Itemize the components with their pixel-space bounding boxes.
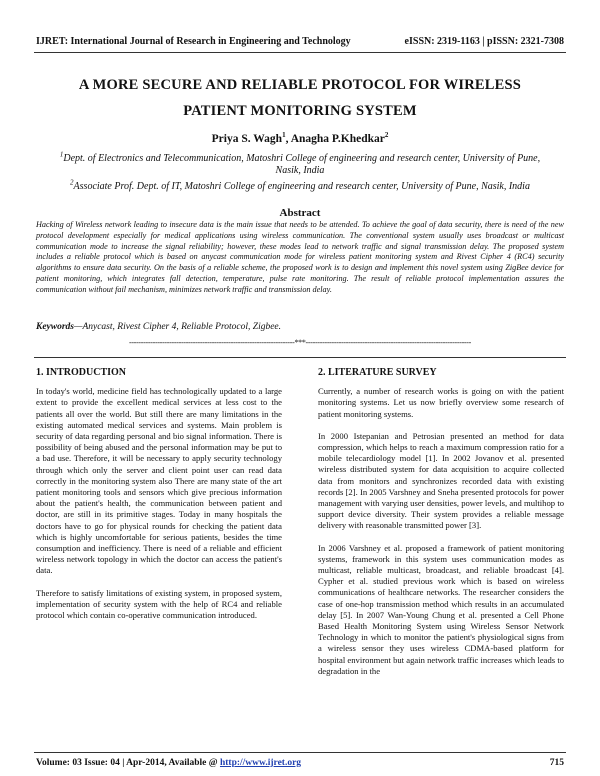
affil-1-line-1: Dept. of Electronics and Telecommunication, Matoshri College of engineering and research center, University of Pune, (63, 153, 541, 164)
header-rule (34, 52, 566, 53)
journal-header (36, 36, 564, 47)
authors (0, 133, 600, 145)
intro-paragraph-2: Therefore to satisfy limitations of existing system, in proposed system, implementation of security system with the help of RC4 and reliable protocol which contain co-operative communication introduced. (36, 587, 282, 621)
author-2: Anagha P.Khedkar (290, 133, 385, 145)
author-1: Priya S. Wagh (211, 133, 283, 145)
title-line-1: A MORE SECURE AND RELIABLE PROTOCOL FOR WIRELESS (78, 77, 522, 93)
footer-rule (34, 752, 566, 753)
keywords-text: —Anycast, Rivest Cipher 4, Reliable Protocol, Zigbee. (74, 322, 282, 332)
affil-2-sup: 2 (70, 178, 74, 187)
author-separator: , (285, 133, 291, 145)
paper-title (40, 72, 560, 124)
lit-paragraph-3: In 2006 Varshney et al. proposed a framework of patient monitoring systems, framework in this system uses communication modes as multicast, reliable multicast, broadcast, and reliable broadcast [4]. Cypher et al. studied previous work which is based on wireless communications of healthcare networks. The researcher considers the case of one-hop transmission method which results in an accumulated delay [5]. In 2007 Wan-Young Chung et al. presented a Cell Phone Based Health Monitoring System using Wireless Sensor Network Technology in which to monitor the patient's physiological signs from a wireless sensor they uses wireless CDMA-based platform for hospital environment but again network traffic increases which leads to degradation in the (318, 542, 564, 676)
lit-paragraph-2: In 2000 Istepanian and Petrosian presented an method for data compression, which helps to reach a maximum compression ratio for a mobile telecardiology model [1]. In 2002 Jovanov et al. presented wireless distributed system for data acquisition to acquire collected data from monitors and synchronizes recorded data with existing records [2]. In 2005 Varshney and Sneha presented protocols for power management with varying user densities, power levels, and multihop to support device diversity. Their system provides a reliable message delivery with reasonable transmitted power [3]. (318, 430, 564, 531)
introduction-heading: 1. INTRODUCTION (36, 367, 127, 378)
lit-paragraph-1: Currently, a number of research works is going on with the patient monitoring systems. Let us now briefly overview some research of patient monitoring systems. (318, 386, 564, 419)
affil-2-text: Associate Prof. Dept. of IT, Matoshri College of engineering and research center, University of Pune, Nasik, India (73, 181, 530, 192)
abstract-heading: Abstract (279, 207, 321, 219)
page-footer (36, 758, 564, 768)
affil-1-sup: 1 (59, 150, 64, 159)
affil-1-line-2: Nasik, India (275, 165, 325, 176)
section-separator: ----------------------------------------------------------------------***---------------------------------------------------------------------- (128, 338, 472, 347)
keywords-label: Keywords (36, 322, 74, 332)
affiliation-2 (40, 178, 560, 193)
left-column (36, 367, 282, 632)
separator-rule (34, 357, 566, 358)
abstract-text: Hacking of Wireless network leading to insecure data is the main issue that needs to be attended. To achieve the goal of data security, there is need of the new protocol development especially for medical applications using wireless communication. The conventional system usually uses broadcast or multicast communication mode to increase the signal reliability; however, these modes lead to network traffic and signal transmission delay. The proposed system includes a reliable protocol which is based on anycast communication mode for wireless patient monitoring system and Rivest Cipher 4 (RC4) security algorithms to ensure data security. On the basis of a reliable scheme, the proposed work is to design and implement this novel system using ZigBee device for patient monitoring, which integrates fall detection, temperature, pulse rate monitoring. The result of reliable protocol implementation assures the communication without fail mechanism, minimizes network traffic and transmission delay. (36, 220, 564, 294)
issn-info: eISSN: 2319-1163 | pISSN: 2321-7308 (404, 36, 564, 47)
journal-link[interactable]: http://www.ijret.org (219, 758, 302, 768)
title-line-2: PATIENT MONITORING SYSTEM (183, 103, 417, 119)
volume-info: Volume: 03 Issue: 04 | Apr-2014, Available @ (36, 758, 220, 768)
journal-name: IJRET: International Journal of Research in Engineering and Technology (36, 36, 351, 47)
keywords (36, 322, 564, 332)
intro-paragraph-1: In today's world, medicine field has technologically updated to a large extent to provide the excellent medical services at less cost to the patients all over the world. But still there are many limitations in the existing automated medical services and systems. Main problem is security of data regarding personal and bio signal information. There is possibility of being abused and the personal information may be put to a bad use. Therefore, it will be necessary to apply security technology through which only the server and client point user can read data correctly in the monitoring system also There are many state of the art patient monitoring tools and sensors which give precious information about the patient's health, the communication between patient and doctor, are still in its primitive stages. Today in many hospitals the doctors have to go for physical rounds for checking the patient data which is highly uncomfortable for serious patients, besides the time consumption and inefficiency. There is need of a reliable and efficient wireless network topology in which the doctor can access the patient's data. (36, 386, 282, 576)
affiliation-1 (40, 150, 560, 177)
author-2-sup: 2 (384, 131, 389, 140)
right-column (318, 367, 564, 688)
page-number: 715 (549, 758, 564, 768)
author-1-sup: 1 (282, 131, 286, 140)
literature-survey-heading: 2. LITERATURE SURVEY (318, 367, 437, 378)
